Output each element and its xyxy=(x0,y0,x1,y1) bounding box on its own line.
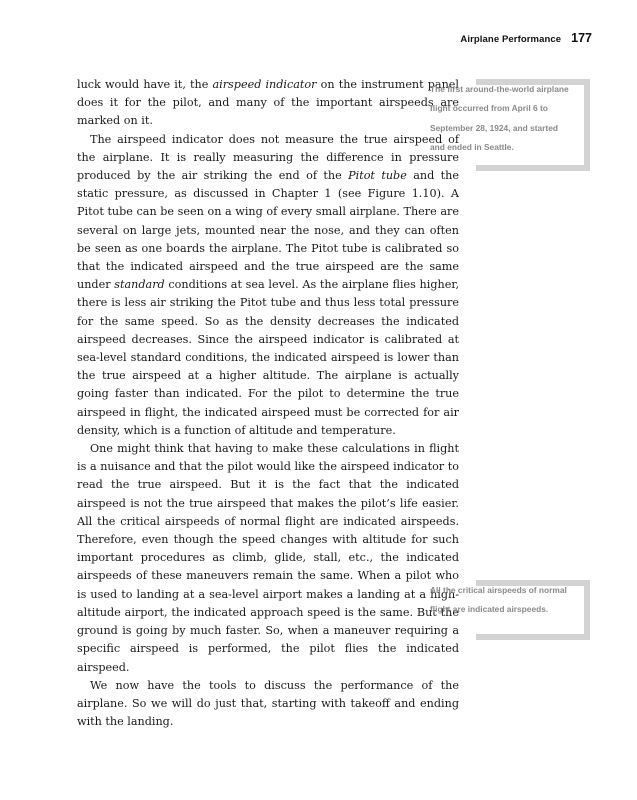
paragraph xyxy=(77,440,459,677)
emphasized-term: Pitot tube xyxy=(348,169,407,183)
page-number: 177 xyxy=(571,31,592,45)
text-run: on the instrument panel does it for the pilot, and many of the important airspeeds are marked on it. xyxy=(77,78,459,128)
running-header xyxy=(460,31,592,45)
text-run: The airspeed indicator does not measure the true airspeed of the airplane. It is really measuring the difference in pressure produced by the air striking the end of the xyxy=(77,132,459,183)
body-text xyxy=(77,76,459,731)
paragraph xyxy=(77,76,459,131)
margin-note-text: All the critical airspeeds of normal flight are indicated airspeeds. xyxy=(430,585,567,615)
paragraph xyxy=(77,677,459,732)
margin-note-critical-airspeeds xyxy=(422,580,590,620)
emphasized-term: airspeed indicator xyxy=(212,78,317,91)
running-title: Airplane Performance xyxy=(460,34,562,45)
text-run: luck would have it, the xyxy=(77,78,213,91)
margin-note-first-flight xyxy=(422,79,590,157)
paragraph xyxy=(77,131,459,440)
text-run: and the static pressure, as discussed in Chapter 1 (see Figure 1.10). A Pitot tube can be seen on a wing of every small airplane. There are several on large jets, mounted near the nose, and they can often be seen as one boards the airplane. The Pitot tube is calibrated so that the indicated airspeed and the true airspeed are the same under xyxy=(77,169,459,292)
emphasized-term: standard xyxy=(114,278,165,292)
text-run: We now have the tools to discuss the performance of the airplane. So we will do just that, starting with takeoff and ending with the landing. xyxy=(77,678,459,729)
text-run: conditions at sea level. As the airplane flies higher, there is less air striking the Pitot tube and thus less total pressure for the same speed. So as the density decreases the indicated airspeed decreases. Since the airspeed indicator is calibrated at sea-level standard conditions, the indicated airspeed is lower than the true airspeed at a higher altitude. The airplane is actually going faster than indicated. For the pilot to determine the true airspeed in flight, the indicated airspeed must be corrected for air density, which is a function of altitude and temperature. xyxy=(77,278,459,437)
margin-note-text: The first around-the-world airplane flight occurred from April 6 to September 28, 1924, and started and ended in Seattle. xyxy=(430,84,569,152)
text-run: One might think that having to make these calculations in flight is a nuisance and that the pilot would like the airspeed indicator to read the true airspeed. But it is the fact that the indicated airspeed is not the true airspeed that makes the pilot’s life easier. All the critical airspeeds of normal flight are indicated airspeeds. Therefore, even though the speed changes with altitude for such important procedures as climb, glide, stall, etc., the indicated airspeeds of these maneuvers remain the same. When a pilot who is used to landing at a sea-level airport makes a landing at a high-altitude airport, the indicated approach speed is the same. But the ground is going by much faster. So, when a maneuver requiring a specific airspeed is performed, the pilot flies the indicated airspeed. xyxy=(77,442,459,674)
